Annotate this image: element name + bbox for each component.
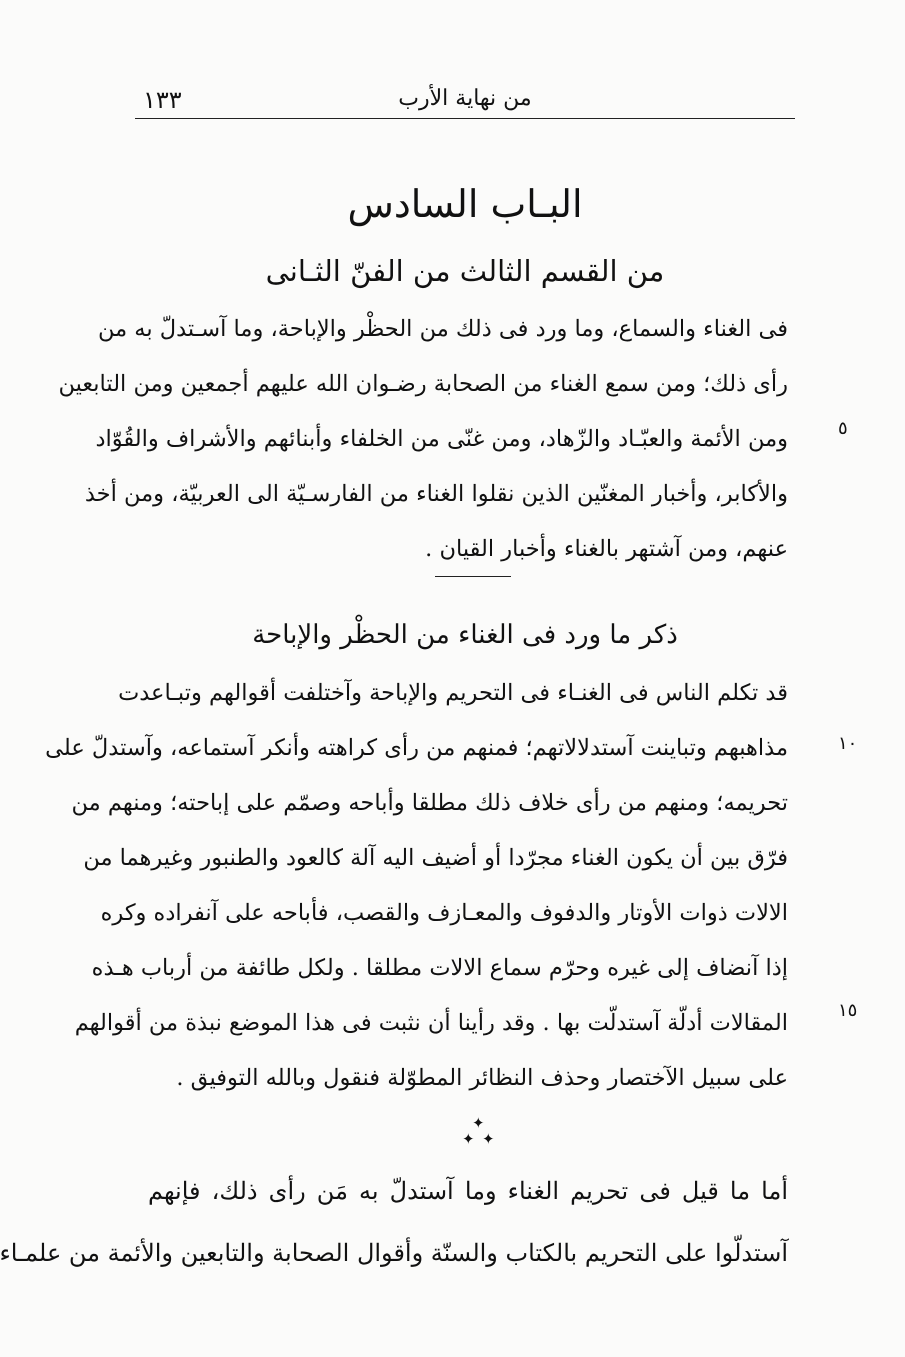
final-paragraph (0, 1160, 788, 1284)
section-heading: ذكر ما ورد فى الغناء من الحظْر والإباحة (252, 620, 678, 650)
text-line: المقالات أدلّة آستدلّت بها . وقد رأينا أن نثبت فى هذا الموضع نبذة من أقوالهم (74, 1010, 788, 1036)
body-paragraph (45, 666, 788, 1106)
text-line: إذا آنضاف إلى غيره وحرّم سماع الالات مطلقا . ولكل طائفة من أرباب هـذه (91, 955, 788, 981)
intro-paragraph (58, 302, 788, 577)
text-line: فرّق بين أن يكون الغناء مجرّدا أو أضيف اليه آلة كالعود والطنبور وغيرهما من (83, 845, 788, 871)
ornament-icon (454, 1116, 504, 1156)
text-line: رأى ذلك؛ ومن سمع الغناء من الصحابة رضـوان الله عليهم أجمعين ومن التابعين (58, 371, 788, 397)
text-line: على سبيل الآختصار وحذف النظائر المطوّلة فنقول وبالله التوفيق . (176, 1065, 788, 1091)
line-number-marker: ١٥ (838, 1000, 858, 1021)
text-line: والأكابر، وأخبار المغنّين الذين نقلوا الغناء من الفارسـيّة الى العربيّة، ومن أخذ (84, 481, 788, 507)
text-line: ومن الأئمة والعبّـاد والزّهاد، ومن غنّى من الخلفاء وأبنائهم والأشراف والقُوّاد (95, 426, 788, 452)
ornament-star: ✦ (482, 1130, 495, 1148)
text-line: تحريمه؛ ومنهم من رأى خلاف ذلك مطلقا وأباحه وصمّم على إباحته؛ ومنهم من (71, 790, 788, 816)
chapter-subtitle: من القسم الثالث من الفنّ الثـانى (265, 254, 665, 288)
ornament-star: ✦ (472, 1114, 485, 1132)
line-number-marker: ١٠ (838, 733, 858, 754)
running-header (135, 82, 795, 119)
text-line: الالات ذوات الأوتار والدفوف والمعـازف والقصب، فأباحه على آنفراده وكره (100, 900, 788, 926)
text-line: عنهم، ومن آشتهر بالغناء وأخبار القيان . (425, 536, 788, 562)
running-title: من نهاية الأرب (398, 86, 532, 111)
text-line: آستدلّوا على التحريم بالكتاب والسنّة وأقوال الصحابة والتابعين والأئمة من علمـاء (0, 1239, 788, 1267)
text-line: فى الغناء والسماع، وما ورد فى ذلك من الحظْر والإباحة، وما آسـتدلّ به من (97, 316, 788, 342)
ornament-star: ✦ (462, 1130, 475, 1148)
text-line: قد تكلم الناس فى الغنـاء فى التحريم والإباحة وآختلفت أقوالهم وتبـاعدت (118, 680, 788, 706)
text-line: مذاهبهم وتباينت آستدلالاتهم؛ فمنهم من رأى كراهته وأنكر آستماعه، وآستدلّ على (45, 735, 788, 761)
page-number: ١٣٣ (143, 86, 182, 114)
text-line: أما ما قيل فى تحريم الغناء وما آستدلّ به مَن رأى ذلك، فإنهم (148, 1177, 788, 1205)
line-number-marker: ٥ (838, 418, 848, 439)
section-divider (435, 576, 511, 577)
chapter-title: البـاب السادس (347, 182, 583, 226)
